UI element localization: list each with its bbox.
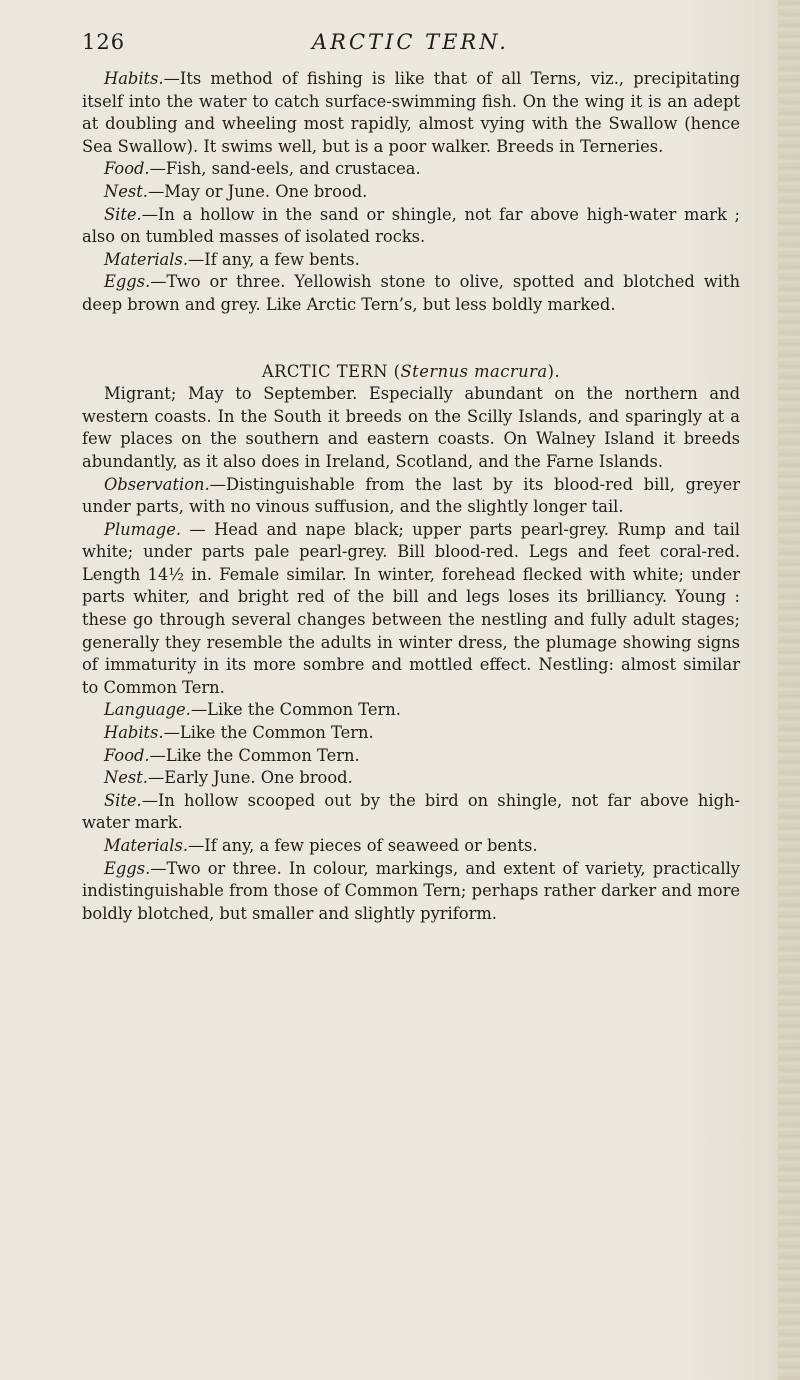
entry-label: Food. (104, 745, 150, 765)
entry-text: —Two or three. Yellowish stone to olive, spotted and blotched with deep brown and grey. Like Arctic Tern’s, but less boldly marked. (82, 272, 740, 314)
entry-label: Eggs. (104, 272, 151, 292)
entry-text: —Like the Common Tern. (149, 745, 360, 765)
entry-text: — Head and nape black; upper parts pearl-grey. Rump and tail white; under parts pale pearl-grey. Bill blood-red. Legs and feet coral-red. Length 14½ in. Female similar. In winter, forehead flecked with white; under parts whiter, and bright red of the bill and legs loses its brilliancy. Young : these go through several changes between the nestling and fully adult stages; generally they resemble the adults in winter dress, the plumage showing signs of immaturity in its more sombre and mottled effect. Nestling: almost similar to Common Tern. (82, 519, 740, 697)
paragraph-observation (82, 474, 740, 519)
page-edge (778, 0, 800, 1380)
paragraph-materials (82, 249, 740, 272)
paragraph-materials-2 (82, 835, 740, 858)
paragraph-language (82, 699, 740, 722)
entry-text: —In a hollow in the sand or shingle, not far above high-water mark ; also on tumbled masses of isolated rocks. (82, 204, 740, 247)
paragraph-nest (82, 181, 740, 204)
species-name: Sternus macrura (400, 361, 548, 381)
entry-text: —Distinguishable from the last by its blood-red bill, greyer under parts, with no vinous suffusion, and the slightly longer tail. (82, 474, 740, 517)
entry-label: Materials. (104, 836, 188, 855)
page-body (82, 68, 740, 925)
entry-text: —Early June. One brood. (147, 768, 353, 788)
paragraph-nest-2 (82, 767, 740, 790)
paragraph-food (82, 158, 740, 181)
entry-label: Plumage. (104, 519, 182, 539)
entry-text: —Two or three. In colour, markings, and extent of variety, practically indistinguishable from those of Common Tern; perhaps rather darker and more boldly blotched, but smaller and slightly pyriform. (82, 858, 740, 923)
entry-label: Site. (104, 204, 142, 224)
paragraph-site-2 (82, 790, 740, 835)
paragraph-food-2 (82, 745, 740, 768)
entry-label: Language. (104, 700, 191, 720)
entry-label: Eggs. (104, 858, 151, 878)
entry-label: Nest. (104, 768, 148, 788)
section-heading (82, 361, 740, 384)
entry-text: —Like the Common Tern. (163, 723, 374, 743)
entry-text: —Like the Common Tern. (190, 700, 401, 720)
section-title-end: ). (547, 361, 561, 381)
entry-label: Materials. (104, 249, 188, 269)
entry-label: Nest. (104, 181, 148, 201)
page-number: 126 (82, 30, 126, 54)
section-spacer (82, 317, 740, 339)
entry-text: —In hollow scooped out by the bird on shingle, not far above high-water mark. (82, 790, 740, 833)
paragraph-habits-2 (82, 722, 740, 745)
entry-text: —If any, a few bents. (188, 249, 360, 269)
entry-label: Site. (104, 790, 142, 810)
paragraph-intro: Migrant; May to September. Especially abundant on the northern and western coasts. In the South it breeds on the Scilly Islands, and sparingly at a few places on the southern and eastern coasts. On Walney Island it breeds abundantly, as it also does in Ireland, Scotland, and the Farne Islands. (82, 384, 740, 471)
entry-text: —Its method of fishing is like that of all Terns, viz., precipitating itself into the water to catch surface-swimming fish. On the wing it is an adept at doubling and wheeling most rapidly, almost vying with the Swallow (hence Sea Swallow). It swims well, but is a poor walker. Breeds in Terneries. (82, 69, 740, 156)
section-spacer (82, 339, 740, 361)
entry-text: —If any, a few pieces of seaweed or bents. (188, 836, 538, 855)
entry-label: Observation. (104, 474, 210, 494)
paragraph-site (82, 204, 740, 249)
paragraph-eggs-2 (82, 858, 740, 926)
entry-label: Habits. (104, 69, 164, 88)
entry-label: Habits. (104, 723, 164, 743)
running-title: ARCTIC TERN. (312, 30, 509, 54)
entry-label: Food. (104, 159, 150, 179)
entry-text: —Fish, sand-eels, and crustacea. (149, 159, 421, 179)
section-title: ARCTIC TERN ( (261, 361, 401, 381)
paragraph-eggs (82, 271, 740, 316)
paragraph-habits (82, 68, 740, 158)
paragraph-plumage (82, 519, 740, 700)
page-header (82, 30, 732, 60)
entry-text: —May or June. One brood. (147, 181, 368, 201)
